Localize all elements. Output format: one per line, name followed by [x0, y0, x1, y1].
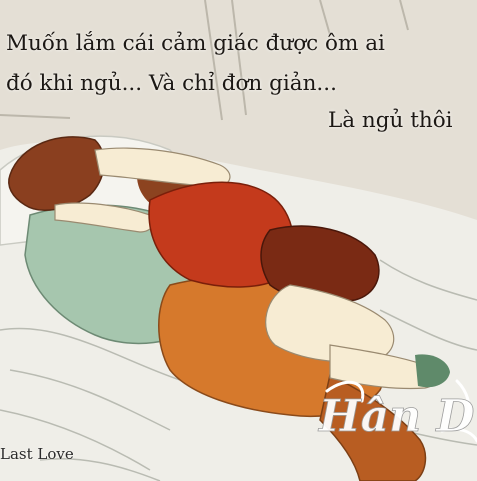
caption-line-1: Muốn lắm cái cảm giác được ôm ai	[6, 31, 385, 56]
watermark-logo	[307, 371, 477, 481]
artist-credit: Last Love	[0, 445, 74, 463]
watermark-text: Hân D	[319, 391, 475, 442]
caption-line-3: Là ngủ thôi	[328, 108, 453, 133]
caption-line-2: đó khi ngủ... Và chỉ đơn giản...	[6, 71, 337, 96]
